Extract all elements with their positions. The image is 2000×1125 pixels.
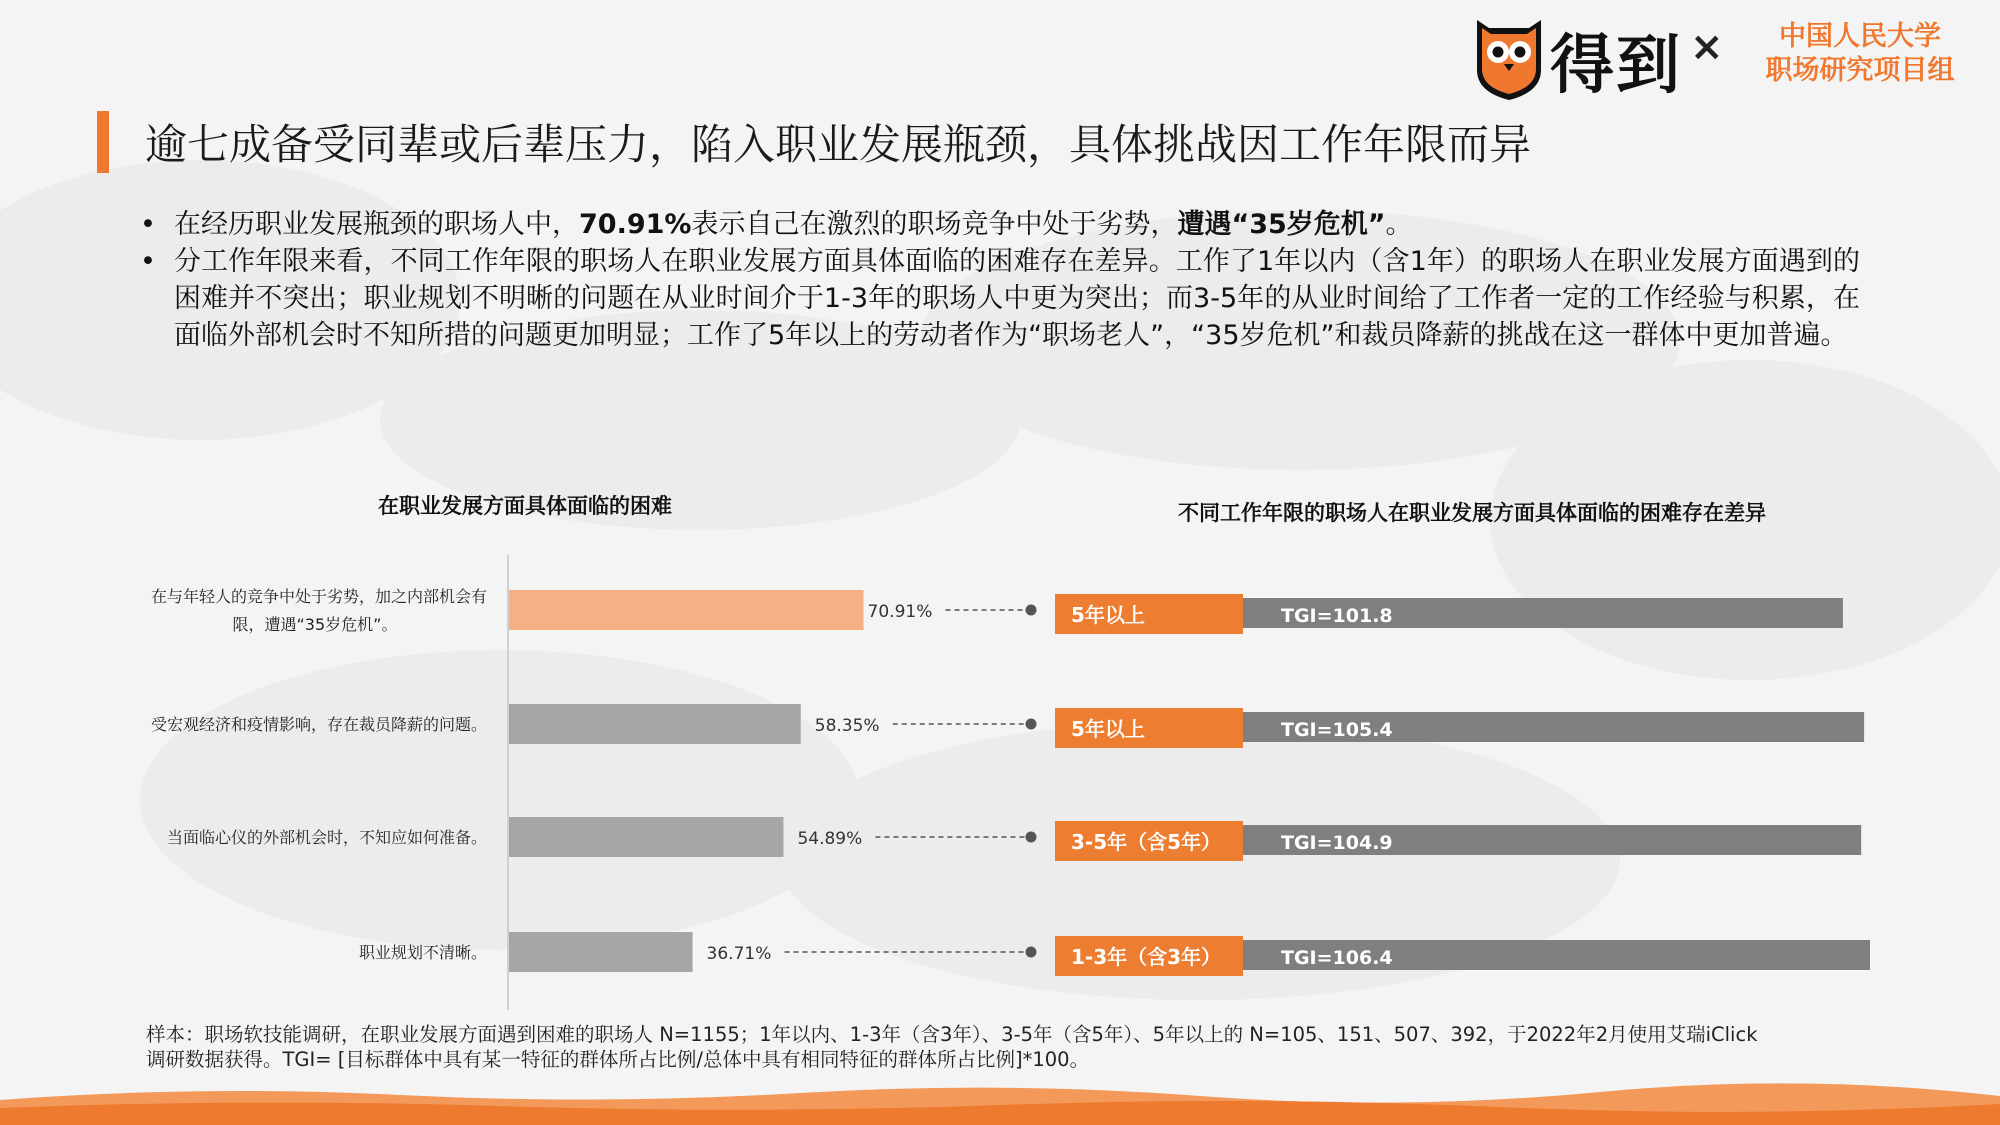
- value-label: 58.35%: [814, 716, 880, 736]
- tenure-group-label: 5年以上: [1071, 603, 1145, 627]
- partner-line-2: 职场研究项目组: [1765, 55, 1955, 86]
- brand-name: 得到: [1550, 29, 1682, 103]
- collab-separator: ×: [1690, 24, 1724, 70]
- left-chart-title: 在职业发展方面具体面临的困难: [378, 494, 672, 518]
- tgi-label: TGI=106.4: [1281, 947, 1393, 969]
- tenure-group-label: 1-3年（含3年）: [1071, 945, 1222, 969]
- value-label: 70.91%: [867, 602, 933, 622]
- tgi-label: TGI=104.9: [1281, 832, 1393, 854]
- difficulty-bar: [509, 932, 693, 972]
- category-label: 限，遭遇“35岁危机”。: [232, 615, 398, 634]
- difficulty-bar: [509, 590, 864, 630]
- tenure-group-label: 3-5年（含5年）: [1071, 830, 1222, 854]
- tenure-group-label: 5年以上: [1071, 717, 1145, 741]
- bullet-highlight: 70.91%: [579, 209, 692, 240]
- bullet-text: 。: [1385, 209, 1413, 240]
- connector-dot: [1026, 832, 1037, 843]
- value-label: 54.89%: [797, 829, 863, 849]
- page-title: 逾七成备受同辈或后辈压力，陷入职业发展瓶颈，具体挑战因工作年限而异: [145, 120, 1532, 169]
- bullet-highlight: 遭遇“35岁危机”: [1177, 209, 1386, 240]
- bullet-text: 在经历职业发展瓶颈的职场人中，: [174, 209, 579, 240]
- category-label: 受宏观经济和疫情影响，存在裁员降薪的问题。: [150, 715, 487, 734]
- partner-line-1: 中国人民大学: [1779, 21, 1941, 52]
- footnote-line-2: 调研数据获得。TGI= [目标群体中具有某一特征的群体所占比例/总体中具有相同特征的群体所占比例]*100。: [146, 1048, 1090, 1071]
- bullet-text: 分工作年限来看，不同工作年限的职场人在职业发展方面具体面临的困难存在差异。工作了1年以内（含1年）的职场人在职业发展方面遇到的困难并不突出；职业规划不明晰的问题在从业时间介于1-3年的职场人中更为突出；而3-5年的从业时间给了工作者一定的工作经验与积累，在面临外部机会时不知所措的问题更加明显；工作了5年以上的劳动者作为“职场老人”，“35岁危机”和裁员降薪的挑战在这一群体中更加普遍。: [174, 246, 1860, 351]
- footnote: [146, 1022, 1846, 1072]
- value-label: 36.71%: [706, 944, 772, 964]
- tgi-label: TGI=105.4: [1281, 719, 1393, 741]
- category-label: 职业规划不清晰。: [358, 943, 487, 962]
- category-label: 在与年轻人的竞争中处于劣势，加之内部机会有: [150, 587, 487, 606]
- connector-dot: [1026, 605, 1037, 616]
- connector-dot: [1026, 947, 1037, 958]
- category-label: 当面临心仪的外部机会时，不知应如何准备。: [166, 828, 487, 847]
- footnote-line-1: 样本：职场软技能调研，在职业发展方面遇到困难的职场人 N=1155；1年以内、1-3年（含3年）、3-5年（含5年）、5年以上的 N=105、151、507、392，于2022年2月使用艾瑞iClick: [146, 1023, 1758, 1046]
- connector-dot: [1026, 719, 1037, 730]
- tgi-label: TGI=101.8: [1281, 605, 1393, 627]
- right-chart-title: 不同工作年限的职场人在职业发展方面具体面临的困难存在差异: [1178, 501, 1766, 525]
- bullet-text: 表示自己在激烈的职场竞争中处于劣势，: [691, 209, 1178, 240]
- difficulty-bar: [509, 817, 783, 857]
- difficulty-bar: [509, 704, 801, 744]
